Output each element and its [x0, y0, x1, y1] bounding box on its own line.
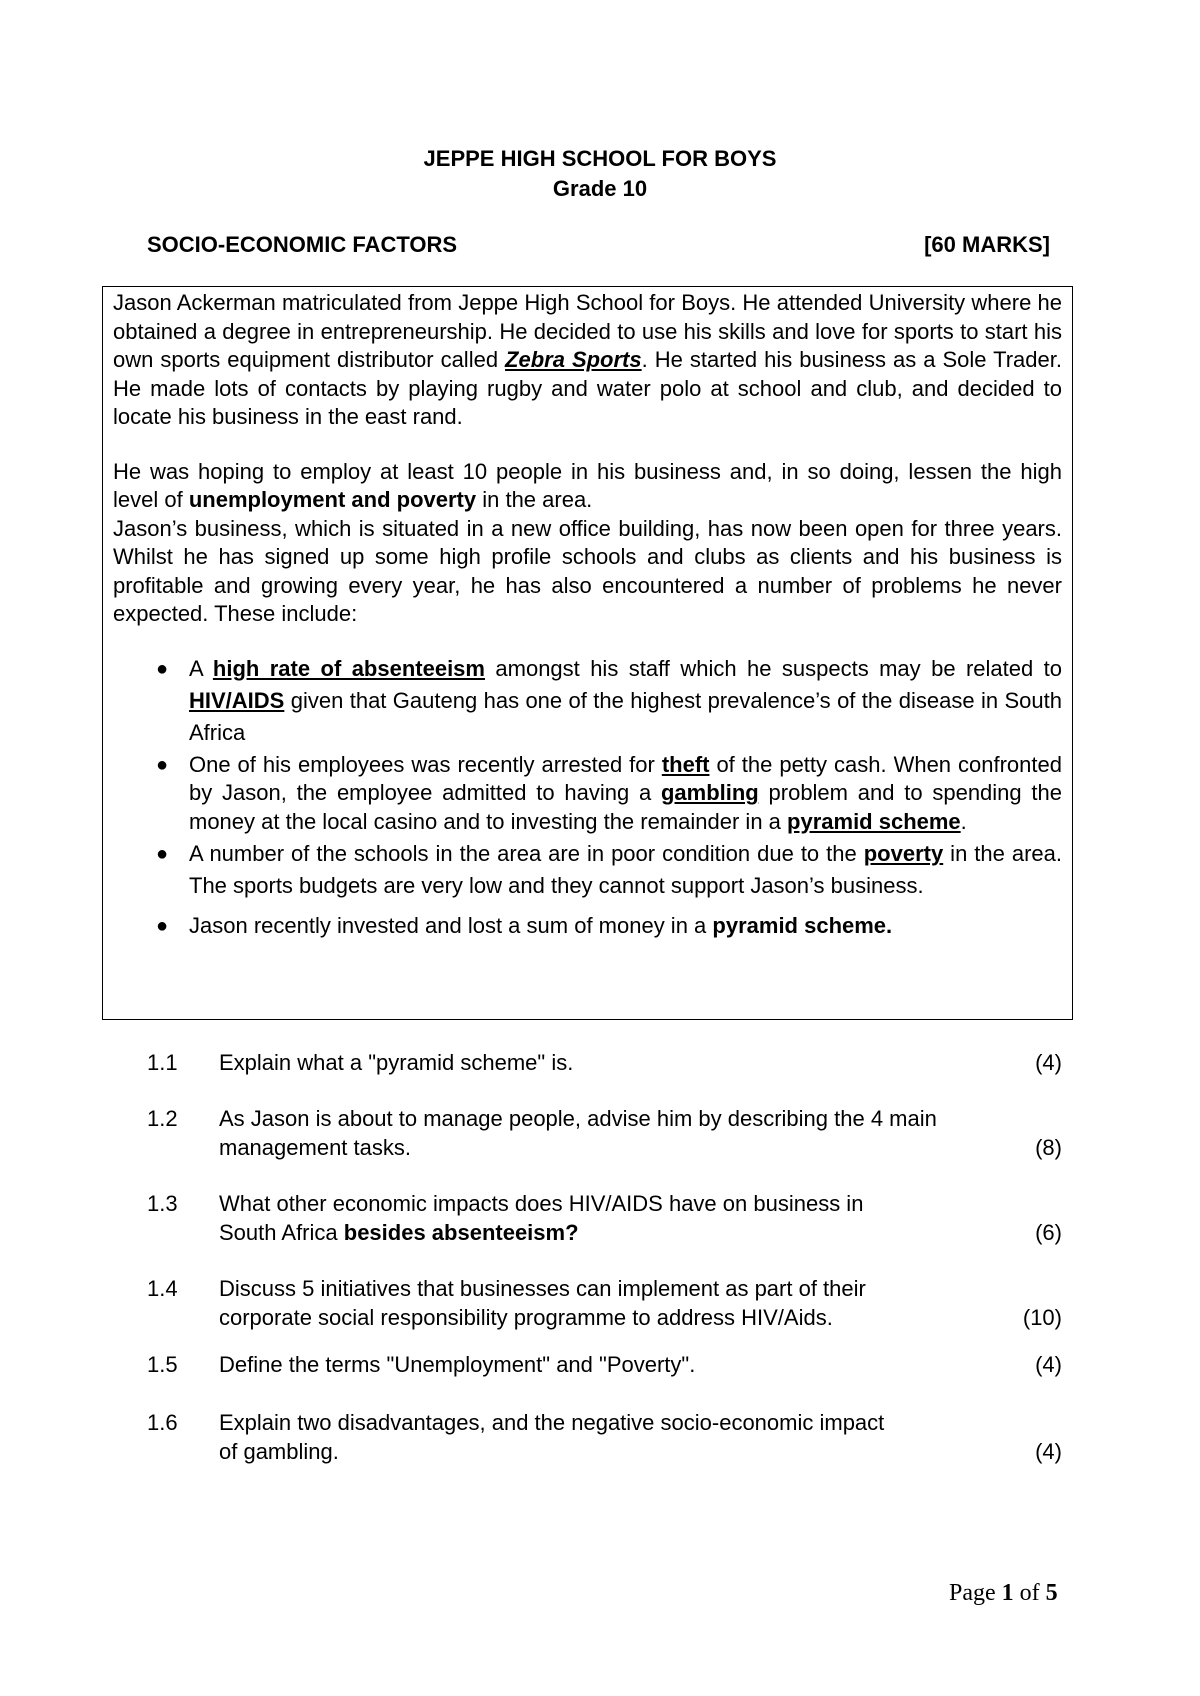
key-term: pyramid scheme.: [712, 913, 893, 938]
list-text: A number of the schools in the area are in poor condition due to the: [189, 841, 864, 866]
question-text-cont: [219, 1218, 919, 1247]
list-text: given that Gauteng has one of the highest prevalence’s of the disease in South Africa: [189, 687, 1062, 745]
question-number: 1.4: [147, 1276, 178, 1301]
key-term: poverty: [863, 841, 944, 866]
business-name: Zebra Sports: [505, 347, 642, 372]
question-text: Explain two disadvantages, and the negative socio-economic impact: [219, 1410, 885, 1435]
case-study-box: [102, 286, 1073, 1020]
question-text-cont: corporate social responsibility programme to address HIV/Aids.: [219, 1305, 833, 1330]
school-name: JEPPE HIGH SCHOOL FOR BOYS: [423, 146, 777, 171]
section-title: SOCIO-ECONOMIC FACTORS: [147, 232, 458, 257]
case-text: He was hoping to employ at least 10 people in his business and, in so doing, lessen the high level of: [113, 458, 1062, 512]
total-marks: [60 MARKS]: [924, 232, 1050, 257]
question-marks: (4): [1035, 1050, 1062, 1075]
case-study-content: [113, 289, 1062, 942]
key-term: pyramid scheme: [787, 808, 961, 834]
bullet-icon: ●: [156, 843, 169, 865]
question-number: 1.5: [147, 1352, 178, 1377]
question-number: 1.6: [147, 1410, 178, 1435]
list-item: [113, 838, 1062, 902]
question-marks: (10): [1022, 1305, 1062, 1330]
list-text: amongst his staff which he suspects may be related to: [484, 655, 1063, 681]
question-text-cont: management tasks.: [219, 1135, 411, 1160]
bullet-icon: ●: [156, 753, 169, 776]
question-number: 1.2: [147, 1106, 178, 1131]
case-text: in the area.: [476, 487, 593, 512]
problems-list: [113, 653, 1062, 943]
bullet-icon: ●: [156, 657, 169, 680]
case-text: . He started his business as a Sole Trader. He made lots of contacts by playing rugby and water polo at school and club, and decided to locate his business in the east rand.: [113, 347, 1062, 429]
question-number: 1.1: [147, 1050, 178, 1075]
list-text: problem and to spending the money at the local casino and to investing the remainder in a: [189, 780, 1063, 834]
list-text: of the petty cash. When confronted by Jason, the employee admitted to having a: [189, 751, 1062, 805]
question-marks: (8): [1035, 1135, 1062, 1160]
case-paragraph-2: [113, 458, 1062, 515]
question-emphasis: besides absenteeism?: [343, 1220, 579, 1245]
page-current: 1: [1001, 1580, 1014, 1606]
list-item: [113, 751, 1062, 837]
page-of: of: [1013, 1580, 1046, 1606]
grade-label: Grade 10: [552, 176, 648, 201]
bullet-icon: ●: [156, 915, 169, 937]
case-paragraph-1: [113, 289, 1062, 432]
question-marks: (4): [1035, 1352, 1062, 1377]
page-total: 5: [1045, 1580, 1058, 1606]
key-term: high rate of absenteeism: [212, 655, 485, 681]
key-term: gambling: [660, 780, 759, 805]
question-text: Define the terms "Unemployment" and "Poverty".: [219, 1352, 696, 1377]
question-text: Explain what a "pyramid scheme" is.: [219, 1050, 574, 1075]
key-term: HIV/AIDS: [189, 687, 285, 713]
page-number: [949, 1580, 1058, 1607]
list-text: .: [960, 808, 967, 834]
case-paragraph-3: Jason’s business, which is situated in a new office building, has now been open for three years. Whilst he has signed up some high profile schools and clubs as clients and his business is profitable and growing every year, he has also encountered a number of problems he never expected. These include:: [113, 515, 1062, 626]
question-marks: (6): [1035, 1220, 1062, 1245]
list-item: [113, 653, 1062, 749]
list-text: A: [189, 655, 213, 681]
list-item: [113, 910, 1062, 942]
question-text: As Jason is about to manage people, advise him by describing the 4 main: [219, 1106, 937, 1131]
question-text-cont: of gambling.: [219, 1439, 339, 1464]
question-marks: (4): [1035, 1439, 1062, 1464]
list-text: One of his employees was recently arrested for: [189, 751, 662, 777]
question-text: What other economic impacts does HIV/AIDS have on business in: [219, 1191, 864, 1216]
case-text: Jason Ackerman matriculated from Jeppe High School for Boys. He attended University where he obtained a degree in entrepreneurship. He decided to use his skills and love for sports to start his own sports equipment distributor called: [113, 290, 1062, 372]
list-text: Jason recently invested and lost a sum of money in a: [189, 913, 713, 938]
list-text: in the area. The sports budgets are very low and they cannot support Jason’s business.: [189, 841, 1063, 898]
question-text-part: South Africa: [219, 1220, 344, 1245]
question-number: 1.3: [147, 1191, 178, 1216]
key-term: unemployment and poverty: [188, 487, 477, 512]
question-text: Discuss 5 initiatives that businesses can implement as part of their: [219, 1276, 866, 1301]
page-label: Page: [949, 1580, 1002, 1606]
key-term: theft: [661, 751, 710, 777]
